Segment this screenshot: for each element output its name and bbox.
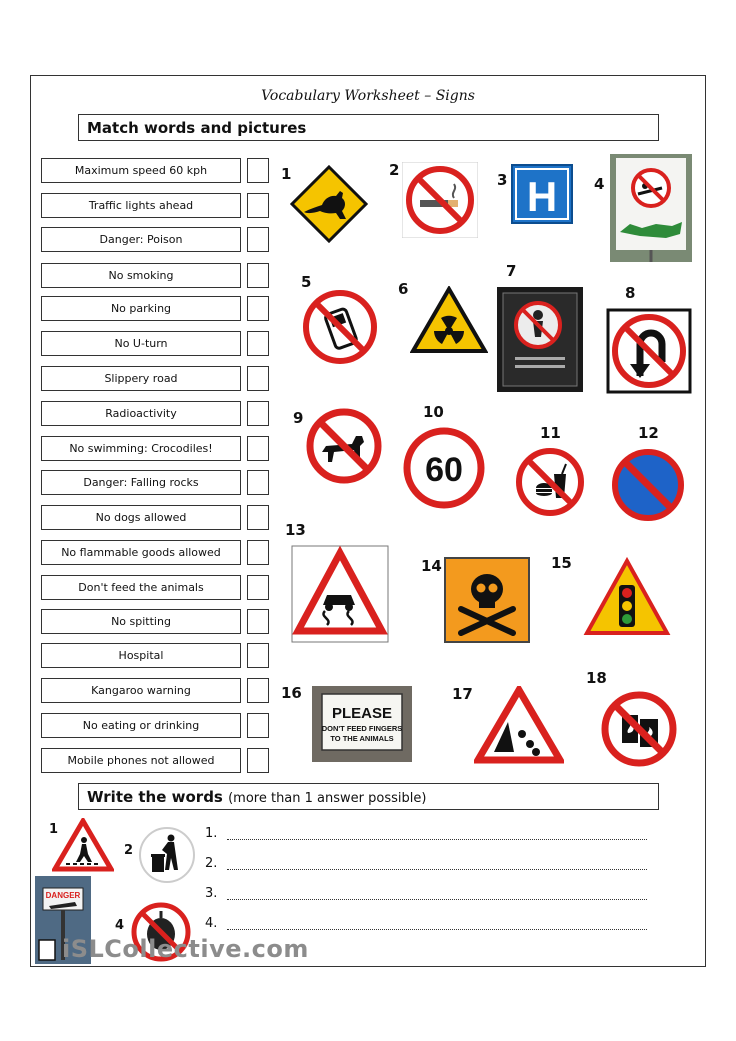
sign-number: 3 bbox=[497, 171, 508, 189]
answer-box[interactable] bbox=[247, 678, 269, 703]
worksheet-title: Vocabulary Worksheet – Signs bbox=[261, 88, 475, 104]
word-label: Traffic lights ahead bbox=[41, 193, 241, 218]
word-label: Mobile phones not allowed bbox=[41, 748, 241, 773]
word-row bbox=[41, 227, 269, 252]
answer-line[interactable] bbox=[205, 916, 227, 931]
word-label: Danger: Falling rocks bbox=[41, 470, 241, 495]
match-heading-text: Match words and pictures bbox=[87, 119, 307, 137]
sign-number: 12 bbox=[638, 424, 659, 442]
word-label: No dogs allowed bbox=[41, 505, 241, 530]
sign-number: 4 bbox=[594, 175, 605, 193]
answer-box[interactable] bbox=[247, 748, 269, 773]
no-parking-sign-icon bbox=[612, 449, 684, 521]
word-row bbox=[41, 366, 269, 391]
dotted-line bbox=[227, 839, 647, 840]
speed-limit-60-sign-icon bbox=[403, 427, 485, 509]
sign-number: 16 bbox=[281, 684, 302, 702]
word-row bbox=[41, 158, 269, 183]
word-row bbox=[41, 643, 269, 668]
write-sign-number: 4 bbox=[115, 918, 125, 933]
word-label: Maximum speed 60 kph bbox=[41, 158, 241, 183]
litter-bin-sign-icon bbox=[138, 826, 196, 884]
answer-line[interactable] bbox=[205, 856, 227, 871]
speed-limit-value: 60 bbox=[425, 451, 463, 489]
sign-number: 11 bbox=[540, 424, 561, 442]
no-swimming-crocodiles-sign-icon bbox=[610, 154, 692, 262]
dont-feed-animals-sign-icon bbox=[312, 686, 412, 762]
sign-number: 9 bbox=[293, 409, 304, 427]
answer-box[interactable] bbox=[247, 401, 269, 426]
write-sign-number: 2 bbox=[124, 843, 134, 858]
slippery-road-sign-icon bbox=[291, 545, 389, 643]
dotted-line bbox=[227, 929, 647, 930]
sign-number: 2 bbox=[389, 161, 400, 179]
answer-box[interactable] bbox=[247, 158, 269, 183]
write-heading-text: Write the words bbox=[87, 788, 223, 806]
radioactivity-sign-icon bbox=[410, 286, 488, 354]
answer-box[interactable] bbox=[247, 713, 269, 738]
word-row bbox=[41, 296, 269, 321]
word-row bbox=[41, 540, 269, 565]
sign-number: 7 bbox=[506, 262, 517, 280]
sign-number: 14 bbox=[421, 557, 442, 575]
sign-number: 15 bbox=[551, 554, 572, 572]
no-u-turn-sign-icon bbox=[606, 308, 692, 394]
sign-number: 5 bbox=[301, 273, 312, 291]
answer-box[interactable] bbox=[247, 227, 269, 252]
answer-box[interactable] bbox=[247, 470, 269, 495]
word-row bbox=[41, 193, 269, 218]
word-row bbox=[41, 609, 269, 634]
answer-box[interactable] bbox=[247, 643, 269, 668]
dotted-line bbox=[227, 899, 647, 900]
word-row bbox=[41, 505, 269, 530]
falling-rocks-sign-icon bbox=[474, 686, 564, 764]
match-section-heading bbox=[78, 114, 659, 141]
word-label: Don't feed the animals bbox=[41, 575, 241, 600]
kangaroo-warning-sign-icon bbox=[290, 165, 368, 243]
answer-box[interactable] bbox=[247, 436, 269, 461]
danger-text: DANGER bbox=[45, 891, 81, 900]
poison-sign-icon bbox=[444, 557, 530, 643]
word-row bbox=[41, 401, 269, 426]
answer-box[interactable] bbox=[247, 540, 269, 565]
no-flammable-goods-sign-icon bbox=[598, 689, 680, 769]
answer-box[interactable] bbox=[247, 366, 269, 391]
sign-number: 8 bbox=[625, 284, 636, 302]
write-subheading-text: (more than 1 answer possible) bbox=[228, 791, 427, 806]
to-the-animals-text: TO THE ANIMALS bbox=[330, 734, 394, 743]
traffic-lights-sign-icon bbox=[583, 557, 671, 637]
answer-line-number: 1. bbox=[205, 826, 218, 841]
word-label: No parking bbox=[41, 296, 241, 321]
answer-box[interactable] bbox=[247, 505, 269, 530]
please-text: PLEASE bbox=[331, 705, 393, 722]
word-row bbox=[41, 263, 269, 288]
word-label: No swimming: Crocodiles! bbox=[41, 436, 241, 461]
hospital-sign-icon bbox=[511, 164, 573, 224]
dont-feed-fingers-text: DON'T FEED FINGERS bbox=[321, 724, 403, 733]
word-label: No eating or drinking bbox=[41, 713, 241, 738]
word-label: No spitting bbox=[41, 609, 241, 634]
write-section-heading bbox=[78, 783, 659, 810]
dotted-line bbox=[227, 869, 647, 870]
sign-number: 6 bbox=[398, 280, 409, 298]
word-row bbox=[41, 331, 269, 356]
no-mobile-phones-sign-icon bbox=[300, 287, 380, 367]
answer-box[interactable] bbox=[247, 193, 269, 218]
pedestrian-crossing-sign-icon bbox=[52, 818, 114, 872]
answer-line-number: 2. bbox=[205, 856, 218, 871]
word-label: Kangaroo warning bbox=[41, 678, 241, 703]
sign-number: 17 bbox=[452, 685, 473, 703]
answer-box[interactable] bbox=[247, 263, 269, 288]
answer-line[interactable] bbox=[205, 886, 227, 901]
answer-line[interactable] bbox=[205, 826, 227, 841]
word-row bbox=[41, 678, 269, 703]
answer-box[interactable] bbox=[247, 609, 269, 634]
word-row bbox=[41, 575, 269, 600]
sign-number: 1 bbox=[281, 165, 292, 183]
word-label: No U-turn bbox=[41, 331, 241, 356]
word-label: No smoking bbox=[41, 263, 241, 288]
word-label: Radioactivity bbox=[41, 401, 241, 426]
sign-number: 18 bbox=[586, 669, 607, 687]
no-spitting-sign-icon bbox=[497, 287, 583, 392]
word-row bbox=[41, 470, 269, 495]
answer-line-number: 4. bbox=[205, 916, 218, 931]
no-smoking-sign-icon bbox=[402, 162, 478, 238]
sign-number: 13 bbox=[285, 521, 306, 539]
answer-box[interactable] bbox=[247, 575, 269, 600]
hospital-letter: H bbox=[526, 173, 558, 220]
no-eating-drinking-sign-icon bbox=[514, 446, 586, 518]
answer-box[interactable] bbox=[247, 331, 269, 356]
answer-line-number: 3. bbox=[205, 886, 218, 901]
word-row bbox=[41, 748, 269, 773]
sign-number: 10 bbox=[423, 403, 444, 421]
no-dogs-sign-icon bbox=[304, 406, 384, 486]
word-row bbox=[41, 713, 269, 738]
word-label: Slippery road bbox=[41, 366, 241, 391]
site-watermark: iSLCollective.com bbox=[62, 935, 309, 963]
word-label: No flammable goods allowed bbox=[41, 540, 241, 565]
word-row bbox=[41, 436, 269, 461]
write-sign-number: 1 bbox=[49, 822, 59, 837]
word-label: Hospital bbox=[41, 643, 241, 668]
answer-box[interactable] bbox=[247, 296, 269, 321]
word-label: Danger: Poison bbox=[41, 227, 241, 252]
